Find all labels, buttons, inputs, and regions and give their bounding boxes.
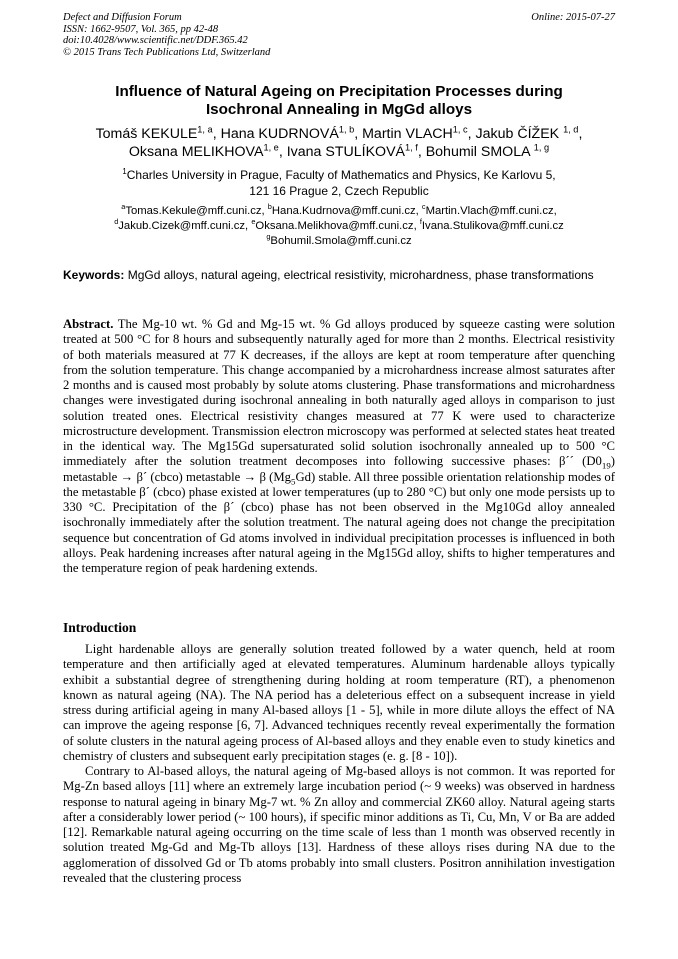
email-link[interactable]: Tomas.Kekule@mff.cuni.cz, (125, 205, 268, 217)
email-link[interactable]: Jakub.Cizek@mff.cuni.cz, (118, 219, 252, 232)
paper-title (63, 83, 615, 119)
title-line-2: Isochronal Annealing in MgGd alloys (205, 101, 473, 118)
affiliation (63, 167, 615, 199)
affiliation-line-1 (63, 167, 615, 183)
email-link[interactable]: Bohumil.Smola@mff.cuni.cz (270, 234, 412, 247)
email-mark: c (421, 202, 426, 212)
author-line-2 (63, 143, 615, 161)
journal-header (63, 12, 615, 58)
author-affil-mark: 1, f (405, 142, 418, 153)
abstract-text: The Mg-10 wt. % Gd and Mg-15 wt. % Gd alloys produced by squeeze casting were solution treated at 500 °C for 8 hours and subsequently naturally aged for more than 2 months. Electrical resistivity of both materials measured at 77 K decreases, if the alloys are kept at room temperature after quenching from the solution temperature. This change accompanied by a microhardness increase almost saturates after 2 months and is caused most probably by solute atoms clustering. Phase transformations and microhardness changes were investigated during isochronal annealing in both naturally aged alloys in comparison to just solution treated ones. Electrical resistivity changes measured at 77 K were used to characterize microstructure development. Transmission electron microscopy was performed at selected states heat treated in the identical way. The Mg15Gd supersaturated solid solution isochronally annealed up to 500 °C immediately after the solution treatment decomposes into following successive phases: β´´ (D0 (63, 317, 615, 469)
online-date: Online: 2015-07-27 (531, 12, 615, 23)
author-name: , Hana KUDRNOVÁ (212, 126, 339, 142)
author-affil-mark: 1, b (338, 124, 355, 135)
keywords (63, 268, 615, 283)
email-link[interactable]: Martin.Vlach@mff.cuni.cz, (425, 205, 557, 217)
email-link[interactable]: Hana.Kudrnova@mff.cuni.cz, (271, 205, 422, 217)
abstract-text: Gd) stable. All three possible orientation relationship modes of the metastable β´ (cbco) phase existed at lower temperatures (up to 280 °C) but only one mode persists up to 330 °C. Precipitation of the β´ (cbco) phase has not been observed in the Mg10Gd alloy annealed isochronally immediately after the solution treatment. The natural ageing does not change the precipitation sequence but concentration of Gd atoms involved in individual precipitation processes is influenced in both alloys. Peak hardening increases after natural ageing in the Mg15Gd alloy, shifts to higher temperatures and the temperature region of peak hardening extends. (63, 469, 615, 575)
email-line-3 (63, 231, 615, 249)
abstract (63, 317, 615, 576)
author-line-1: Tomáš KEKULE$^{1, a}$, Hana KUDRNOVÁ$^{1, b}$, Martin VLACH$^{1, c}$, Jakub ČÍŽEK $^{1, d}$, (95, 124, 583, 142)
abstract-subscript: 5 (291, 476, 296, 487)
email-mark: f (419, 217, 422, 227)
email-mark: e (251, 217, 256, 227)
author-affil-mark: 1, g (533, 142, 550, 153)
author-list (63, 125, 615, 161)
abstract-label: Abstract. (63, 317, 114, 331)
author-affil-mark: 1, a (197, 124, 213, 135)
affiliation-text: Charles University in Prague, Faculty of Mathematics and Physics, Ke Karlovu 5, (126, 168, 556, 182)
journal-doi[interactable]: doi:10.4028/www.scientific.net/DDF.365.42 (63, 35, 248, 46)
author-affil-mark: 1, d (563, 124, 579, 135)
author-name: , Bohumil SMOLA (417, 144, 534, 160)
email-mark: b (267, 202, 272, 212)
email-link[interactable]: Ivana.Stulikova@mff.cuni.cz (421, 219, 564, 232)
email-line-2 (63, 219, 615, 234)
section-heading-introduction: Introduction (63, 620, 137, 635)
author-affil-mark: 1, c (452, 124, 468, 135)
email-mark: g (266, 231, 271, 241)
author-name: Oksana MELIKHOVA (128, 144, 264, 160)
author-name: , Jakub ČÍŽEK (467, 126, 564, 142)
journal-copyright: © 2015 Trans Tech Publications Ltd, Switzerland (63, 46, 271, 58)
affiliation-line-2: 121 16 Prague 2, Czech Republic (249, 184, 429, 198)
email-link[interactable]: Oksana.Melikhova@mff.cuni.cz, (255, 219, 420, 232)
intro-paragraph-1: Light hardenable alloys are generally solution treated followed by a water quench, held at room temperature and then artificially aged at elevated temperatures. Aluminum hardenable alloys typically exhibit a substantial degree of strengthening during holding at room temperature (RT), a phenomenon known as natural ageing (NA). The NA period has a deleterious effect on a subsequent increase in yield stress during artificial ageing in many Al-based alloys [1 - 5], while in more dilute alloys the effect of NA can improve the ageing response [6, 7]. Advanced techniques recently reveal experimentally the formation of solute clusters in the natural ageing process of Al-based alloys and they enable even to study kinetics and chemistry of clusters and subsequent early precipitation stages (e. g. [8 - 10]). (63, 642, 615, 763)
keywords-label: Keywords: (63, 268, 125, 282)
email-mark: a (121, 202, 126, 212)
title-line-1: Influence of Natural Ageing on Precipitation Processes during (115, 83, 563, 100)
keywords-text: MgGd alloys, natural ageing, electrical resistivity, microhardness, phase transformations (124, 268, 594, 282)
author-name: , Martin VLACH (354, 126, 453, 142)
journal-issn: ISSN: 1662-9507, Vol. 365, pp 42-48 (63, 23, 219, 35)
email-list (63, 204, 615, 248)
abstract-subscript: 19 (601, 460, 611, 471)
email-mark: d (114, 217, 119, 227)
introduction-body (63, 642, 615, 886)
affiliation-mark: 1 (122, 167, 127, 176)
email-line-1 (63, 204, 615, 219)
abstract-text: ) metastable → β´ (cbco) metastable → β (Mg (63, 454, 615, 484)
intro-paragraph-2: Contrary to Al-based alloys, the natural ageing of Mg-based alloys is not common. It was reported for Mg-Zn based alloys [11] where an extremely large incubation period (~ 9 weeks) was observed in hardness response to natural ageing in binary Mg-7 wt. % Zn alloy and commercial ZK60 alloy. Natural ageing starts after a considerably lower period (~ 100 hours), if specific minor additions as Ti, Cu, Mn, V or Ba are added [12]. Remarkable natural ageing occurring on the time scale of less than 1 month was observed recently in solution treated Mg-Gd and Mg-Tb alloys [13]. Hardness of these alloys rises during NA due to the agglomeration of dissolved Gd or Tb atoms probably into small clusters. Positron annihilation investigation revealed that the clustering process (63, 764, 615, 885)
author-name: Tomáš KEKULE (95, 126, 198, 142)
author-affil-mark: 1, e (263, 142, 279, 153)
journal-name: Defect and Diffusion Forum (63, 12, 182, 23)
author-name: , Ivana STULÍKOVÁ (278, 144, 405, 160)
